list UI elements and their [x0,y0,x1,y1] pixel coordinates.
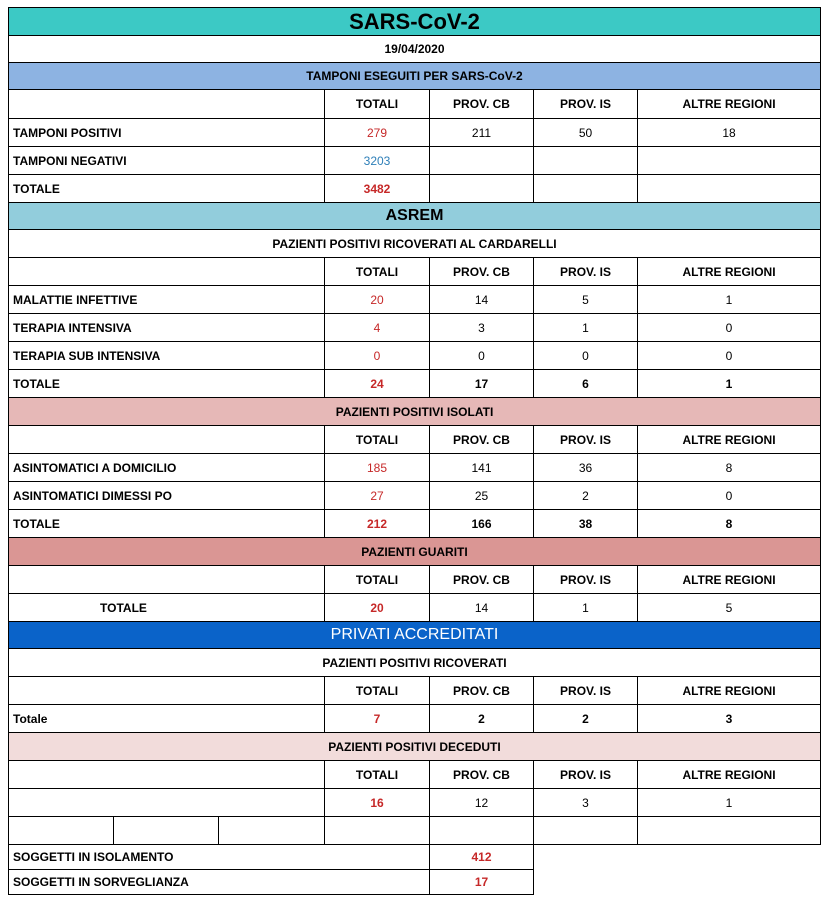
section-header-deceduti: PAZIENTI POSITIVI DECEDUTI [9,733,821,761]
table-row [9,314,821,342]
column-header-row [9,566,821,594]
value-prov-cb [430,147,534,175]
value-prov-is: 1 [534,594,638,622]
value-altre-regioni: 1 [638,789,821,817]
ricoverati-header-row [9,649,821,677]
section-header-isolati: PAZIENTI POSITIVI ISOLATI [9,398,821,426]
value-prov-cb: 211 [430,119,534,147]
value-totali: 24 [325,370,430,398]
value-altre-regioni: 8 [638,510,821,538]
blank-cell [219,817,325,845]
table-row [9,370,821,398]
section-header-ricoverati: PAZIENTI POSITIVI RICOVERATI [9,649,821,677]
table-row [9,594,821,622]
value-altre-regioni: 1 [638,370,821,398]
column-header-prov-is: PROV. IS [534,258,638,286]
column-header-altre-regioni: ALTRE REGIONI [638,258,821,286]
empty-cell [534,870,821,895]
privati-band-row [9,622,821,649]
row-label: TOTALE [9,510,325,538]
section-band-privati: PRIVATI ACCREDITATI [9,622,821,649]
blank-cell [114,817,219,845]
column-header-totali: TOTALI [325,566,430,594]
row-label: TERAPIA INTENSIVA [9,314,325,342]
soggetti-row [9,870,821,895]
row-label: MALATTIE INFETTIVE [9,286,325,314]
deceduti-header-row [9,733,821,761]
column-header-altre-regioni: ALTRE REGIONI [638,677,821,705]
blank-cell [638,817,821,845]
value-prov-is: 2 [534,705,638,733]
covid-bulletin-sheet [8,7,820,895]
column-header-altre-regioni: ALTRE REGIONI [638,426,821,454]
column-header-totali: TOTALI [325,90,430,119]
bulletin-table [8,7,821,895]
row-label: TOTALE [9,370,325,398]
column-header-blank [9,90,325,119]
guariti-header-row [9,538,821,566]
section-header-guariti: PAZIENTI GUARITI [9,538,821,566]
value-altre-regioni: 18 [638,119,821,147]
row-label: SOGGETTI IN SORVEGLIANZA [9,870,430,895]
value-soggetti-sorveglianza: 17 [430,870,534,895]
column-header-row [9,677,821,705]
table-row [9,342,821,370]
report-date: 19/04/2020 [9,36,821,63]
value-altre-regioni: 0 [638,314,821,342]
isolati-header-row [9,398,821,426]
value-altre-regioni: 5 [638,594,821,622]
column-header-prov-is: PROV. IS [534,677,638,705]
value-totali: 7 [325,705,430,733]
value-prov-is: 1 [534,314,638,342]
column-header-row [9,761,821,789]
blank-cell [534,817,638,845]
value-altre-regioni: 0 [638,342,821,370]
value-prov-cb: 17 [430,370,534,398]
value-prov-is: 6 [534,370,638,398]
value-totali: 0 [325,342,430,370]
table-row [9,175,821,203]
table-row [9,482,821,510]
column-header-prov-is: PROV. IS [534,426,638,454]
blank-cell [9,817,114,845]
row-label: TOTALE [9,594,325,622]
tamponi-header-row [9,63,821,90]
value-totali: 3482 [325,175,430,203]
column-header-prov-cb: PROV. CB [430,258,534,286]
column-header-prov-is: PROV. IS [534,761,638,789]
value-totali: 20 [325,594,430,622]
section-header-cardarelli: PAZIENTI POSITIVI RICOVERATI AL CARDARELLI [9,230,821,258]
value-altre-regioni: 0 [638,482,821,510]
column-header-totali: TOTALI [325,761,430,789]
cardarelli-header-row [9,230,821,258]
page-title: SARS-CoV-2 [9,8,821,36]
blank-cell [325,817,430,845]
column-header-altre-regioni: ALTRE REGIONI [638,90,821,119]
value-prov-is: 38 [534,510,638,538]
row-label: Totale [9,705,325,733]
value-prov-is: 36 [534,454,638,482]
value-prov-is: 0 [534,342,638,370]
asrem-band-row [9,203,821,230]
value-prov-cb: 3 [430,314,534,342]
value-altre-regioni [638,175,821,203]
column-header-blank [9,426,325,454]
row-label: SOGGETTI IN ISOLAMENTO [9,845,430,870]
value-prov-cb: 2 [430,705,534,733]
blank-cell [430,817,534,845]
value-altre-regioni: 3 [638,705,821,733]
value-altre-regioni [638,147,821,175]
title-row [9,8,821,36]
row-label: TOTALE [9,175,325,203]
column-header-altre-regioni: ALTRE REGIONI [638,566,821,594]
section-header-tamponi: TAMPONI ESEGUITI PER SARS-CoV-2 [9,63,821,90]
table-row [9,510,821,538]
column-header-prov-cb: PROV. CB [430,677,534,705]
value-prov-is: 3 [534,789,638,817]
column-header-totali: TOTALI [325,426,430,454]
row-label: TERAPIA SUB INTENSIVA [9,342,325,370]
value-totali: 4 [325,314,430,342]
value-totali: 20 [325,286,430,314]
column-header-blank [9,677,325,705]
value-prov-cb: 12 [430,789,534,817]
value-prov-is: 2 [534,482,638,510]
column-header-blank [9,761,325,789]
table-row [9,705,821,733]
row-label: ASINTOMATICI A DOMICILIO [9,454,325,482]
value-prov-is: 5 [534,286,638,314]
row-label: TAMPONI NEGATIVI [9,147,325,175]
value-altre-regioni: 1 [638,286,821,314]
value-totali: 279 [325,119,430,147]
row-label [9,789,325,817]
row-label: ASINTOMATICI DIMESSI PO [9,482,325,510]
value-soggetti-isolamento: 412 [430,845,534,870]
column-header-prov-cb: PROV. CB [430,566,534,594]
value-prov-cb: 14 [430,594,534,622]
value-prov-cb: 166 [430,510,534,538]
value-prov-cb: 25 [430,482,534,510]
column-header-prov-is: PROV. IS [534,566,638,594]
value-prov-cb: 14 [430,286,534,314]
value-totali: 27 [325,482,430,510]
value-prov-is [534,175,638,203]
value-totali: 3203 [325,147,430,175]
value-prov-is [534,147,638,175]
column-header-row [9,258,821,286]
row-label: TAMPONI POSITIVI [9,119,325,147]
value-prov-is: 50 [534,119,638,147]
table-row [9,286,821,314]
column-header-row [9,426,821,454]
blank-row [9,817,821,845]
section-band-asrem: ASREM [9,203,821,230]
empty-cell [534,845,821,870]
table-row [9,119,821,147]
column-header-prov-cb: PROV. CB [430,761,534,789]
value-totali: 16 [325,789,430,817]
value-totali: 185 [325,454,430,482]
column-header-totali: TOTALI [325,677,430,705]
column-header-prov-cb: PROV. CB [430,426,534,454]
column-header-prov-cb: PROV. CB [430,90,534,119]
table-row [9,454,821,482]
table-row [9,147,821,175]
value-altre-regioni: 8 [638,454,821,482]
column-header-blank [9,258,325,286]
value-prov-cb [430,175,534,203]
column-header-row [9,90,821,119]
column-header-blank [9,566,325,594]
value-prov-cb: 141 [430,454,534,482]
soggetti-row [9,845,821,870]
value-prov-cb: 0 [430,342,534,370]
column-header-altre-regioni: ALTRE REGIONI [638,761,821,789]
column-header-totali: TOTALI [325,258,430,286]
column-header-prov-is: PROV. IS [534,90,638,119]
table-row [9,789,821,817]
date-row [9,36,821,63]
value-totali: 212 [325,510,430,538]
